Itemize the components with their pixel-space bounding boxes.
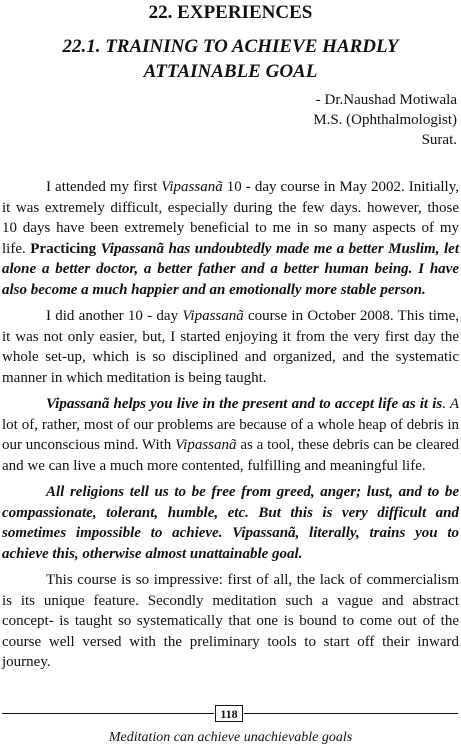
section-title-line-2: ATTAINABLE GOAL (143, 61, 318, 82)
text-run: This course is so impressive: first of all, the lack of commercialism is its unique feature. Secondly meditation such a vague and abstract concept- is taught so systematically that one is bound to come out of the course well versed with the preliminary tools to start off their inward journey. (2, 572, 459, 670)
author-name: - Dr.Naushad Motiwala (315, 92, 457, 108)
paragraph-5 (2, 570, 459, 673)
paragraph-2 (2, 306, 459, 388)
emphasis-run: Vipassanã helps you live in the present and to accept life as it is (46, 396, 443, 412)
text-run: . A (442, 396, 459, 412)
emphasis-run: Vipassanã has undoubtedly made me a better Muslim, let alone a better doctor, a better father and a better human being. I have also become a much happier and an emotionally more stable person. (2, 240, 459, 298)
author-block (197, 90, 457, 150)
author-city: Surat. (421, 132, 457, 148)
paragraph-3 (2, 394, 459, 476)
article-body (2, 177, 459, 679)
footer-divider-left (2, 713, 214, 714)
term-vipassana: Vipassanã (182, 308, 244, 324)
text-run: 10 - day course in May 2002. Initially, it was extremely difficult, especially during the few days. however, those 10 days have been extremely beneficial to me in so many aspects of my life. (2, 179, 459, 257)
author-credentials: M.S. (Ophthalmologist) (313, 112, 457, 128)
chapter-title: 22. EXPERIENCES (148, 2, 313, 23)
emphasis-run: All religions tell us to be free from greed, anger; lust, and to be compassionate, tolerant, humble, etc. But this is very difficult and sometimes impossible to achieve. Vipassanã, literally, trains you to achieve this, otherwise almost unattainable goal. (2, 484, 459, 562)
text-run: I did another 10 - day (46, 308, 183, 324)
text-run: course in October 2008. This time, it was not only easier, but, I started enjoying it from the very first day the whole set-up, which is so disciplined and organized, and the systematic manner in which meditation is being taught. (2, 308, 460, 386)
emphasis-run: Practicing (30, 240, 101, 257)
term-vipassana: Vipassanã (161, 179, 223, 195)
footer-divider-right (244, 713, 458, 714)
section-title-line-1: 22.1. TRAINING TO ACHIEVE HARDLY (62, 36, 399, 57)
term-vipassana: Vipassanã (175, 437, 237, 453)
text-run: I attended my first (46, 179, 162, 195)
text-run: as a tool, these debris can be cleared and we can live a much more contented, fulfilling and meaningful life. (2, 437, 459, 474)
paragraph-4 (2, 482, 459, 564)
page-number: 118 (215, 705, 243, 722)
footer-caption: Meditation can achieve unachievable goals (108, 730, 353, 745)
section-title (0, 34, 461, 84)
text-run: lot of, rather, most of our problems are because of a whole heap of debris in our unconscious mind. With (2, 416, 459, 453)
paragraph-1 (2, 177, 459, 300)
